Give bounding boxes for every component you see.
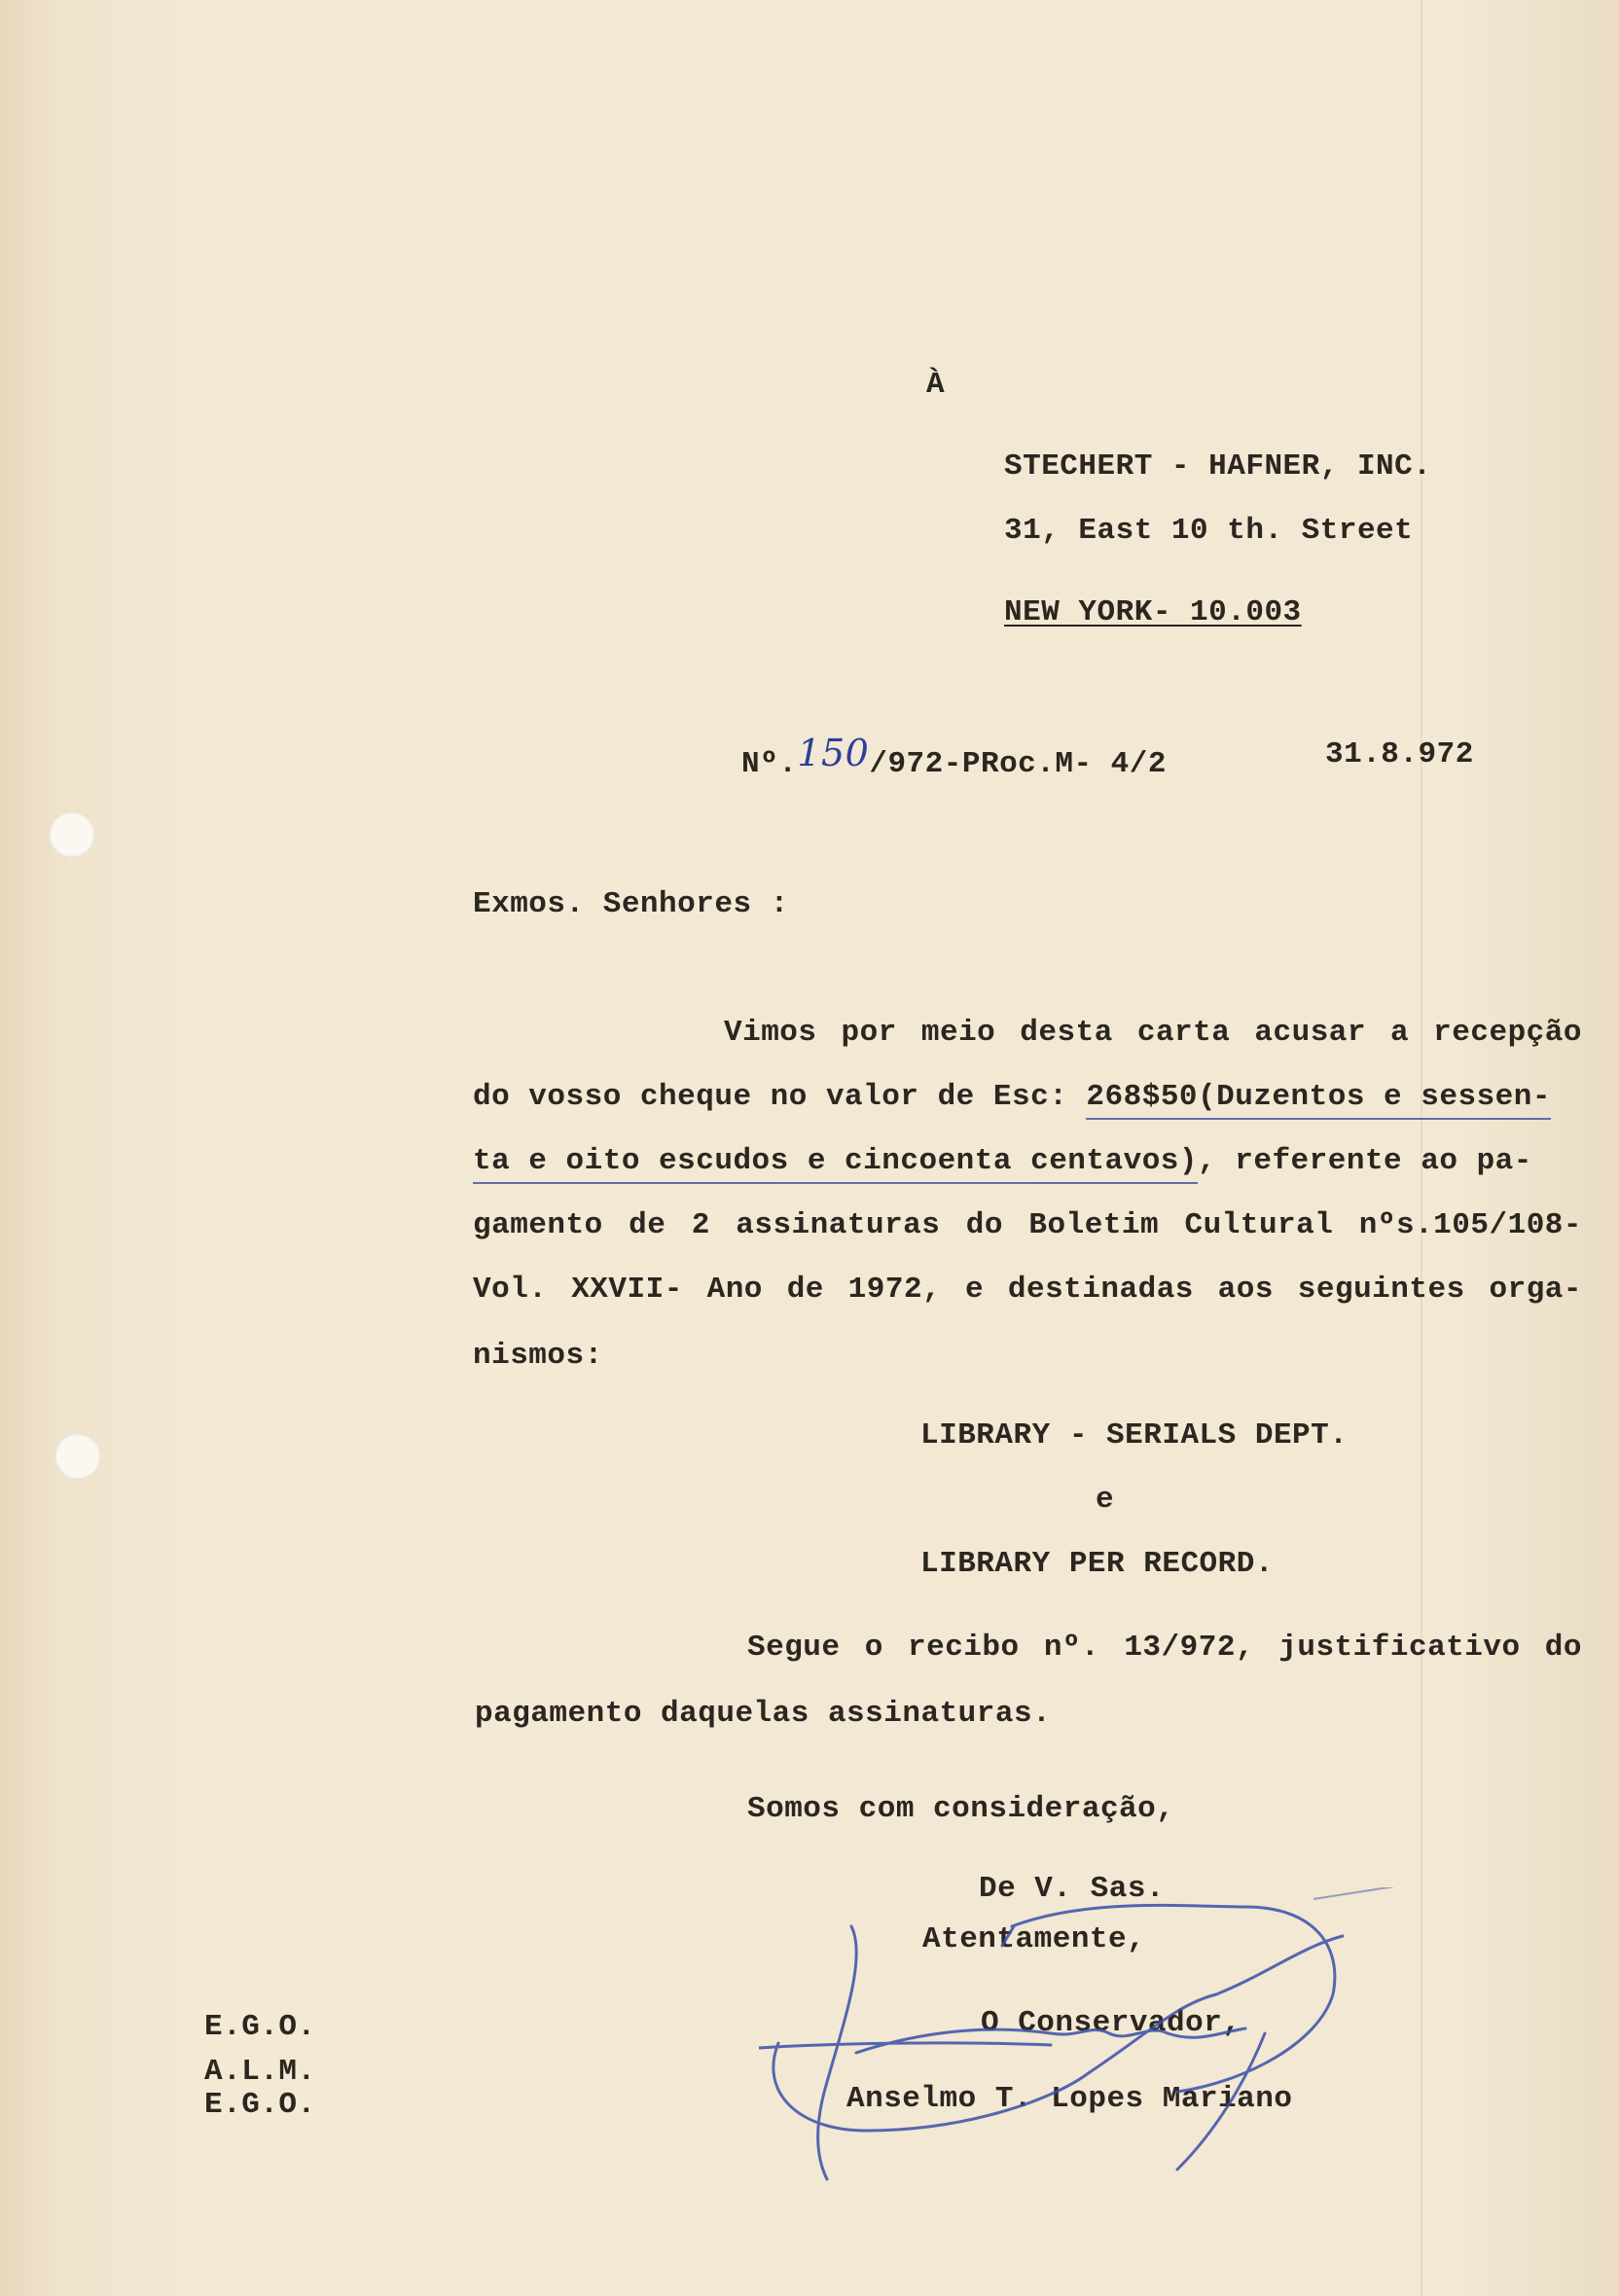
body-line-6: nismos: <box>473 1339 603 1373</box>
recipient-name: STECHERT - HAFNER, INC. <box>1004 449 1432 484</box>
closing-line-1: Somos com consideração, <box>747 1792 1175 1826</box>
body-line-1: Vimos por meio desta carta acusar a recepção <box>724 1016 1582 1050</box>
pen-underline-2 <box>473 1182 1198 1184</box>
letter-date: 31.8.972 <box>1325 737 1474 771</box>
body-line-5: Vol. XXVII- Ano de 1972, e destinadas aos seguintes orga- <box>473 1273 1582 1307</box>
amount-part-1: 268$50(Duzentos e sessen- <box>1086 1080 1551 1114</box>
closing-line-3: Atentamente, <box>922 1922 1146 1956</box>
amount-underlined-2 <box>473 1144 1198 1178</box>
amount-part-2: ta e oito escudos e cincoenta centavos) <box>473 1144 1199 1178</box>
signature-cross-stroke <box>759 2043 1051 2048</box>
handwritten-reference-number: 150 <box>797 732 870 774</box>
body-line-2 <box>473 1080 1551 1114</box>
recipient-prefix: À <box>926 368 946 402</box>
organism-1: LIBRARY - SERIALS DEPT. <box>920 1418 1349 1453</box>
initials-3: E.G.O. <box>204 2088 316 2122</box>
body-line-2-text: do vosso cheque no valor de Esc: <box>473 1080 1087 1114</box>
receipt-line-1: Segue o recibo nº. 13/972, justificativo do <box>747 1631 1582 1665</box>
initials-2: A.L.M. <box>204 2055 316 2089</box>
signature-bowl <box>1012 1905 1335 2092</box>
reference-suffix: /972-PRoc.M- 4/2 <box>869 747 1167 781</box>
body-line-3 <box>473 1144 1532 1178</box>
signature-name-scribble <box>856 2028 1245 2053</box>
recipient-city: NEW YORK- 10.003 <box>1004 595 1302 629</box>
signatory-title: O Conservador, <box>981 2006 1241 2040</box>
closing-line-2: De V. Sas. <box>979 1872 1166 1906</box>
punch-hole-top <box>49 811 95 858</box>
organism-2: LIBRARY PER RECORD. <box>920 1547 1274 1581</box>
handwritten-signature <box>759 1887 1401 2199</box>
signatory-name: Anselmo T. Lopes Mariano <box>846 2082 1293 2116</box>
receipt-line-2: pagamento daquelas assinaturas. <box>475 1697 1052 1731</box>
pen-dash-right <box>1313 1887 1401 1899</box>
punch-hole-bottom <box>54 1433 101 1480</box>
greeting: Exmos. Senhores : <box>473 887 789 921</box>
body-line-4: gamento de 2 assinaturas do Boletim Cultural nºs.105/108- <box>473 1208 1582 1242</box>
amount-underlined-1 <box>1086 1080 1551 1114</box>
body-line-3-suffix: , referente ao pa- <box>1198 1144 1532 1178</box>
signature-main-stroke <box>818 1926 857 2179</box>
initials-1: E.G.O. <box>204 2010 316 2044</box>
organism-connector: e <box>1096 1483 1115 1517</box>
pen-underline-1 <box>1086 1118 1551 1120</box>
reference-prefix: Nº. <box>741 747 798 781</box>
recipient-street: 31, East 10 th. Street <box>1004 514 1414 548</box>
signature-check <box>1002 1926 1014 1946</box>
reference-line <box>741 732 1167 781</box>
signature-tail <box>1177 2033 1265 2170</box>
